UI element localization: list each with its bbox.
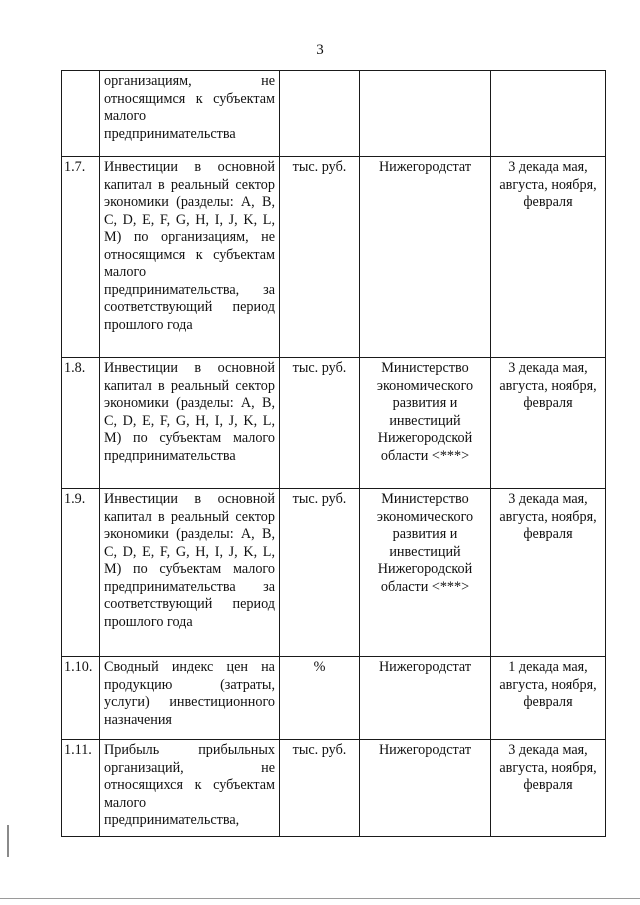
term-cell	[491, 71, 606, 157]
table-row	[62, 657, 606, 740]
page-number: 3	[316, 42, 324, 58]
indicator-name: Инвестиции в основной капитал в реальный сектор экономики (разделы: A, B, C, D, E, F, G, H, I, J, K, L, M) по субъектам малого предпринимательства	[100, 358, 280, 489]
unit-cell: тыс. руб.	[280, 740, 360, 837]
source-cell: Нижегородстат	[360, 740, 491, 837]
row-number: 1.8.	[62, 358, 100, 489]
source-cell: Министерство экономического развития и инвестиций Нижегородской области <***>	[360, 358, 491, 489]
table-row	[62, 358, 606, 489]
unit-cell: тыс. руб.	[280, 157, 360, 358]
term-cell: 3 декада мая, августа, ноября, февраля	[491, 358, 606, 489]
row-number: 1.7.	[62, 157, 100, 358]
unit-cell: тыс. руб.	[280, 358, 360, 489]
term-cell: 1 декада мая, августа, ноября, февраля	[491, 657, 606, 740]
table-row	[62, 740, 606, 837]
page-bottom-edge	[0, 898, 640, 899]
row-number: 1.9.	[62, 489, 100, 657]
source-cell: Нижегородстат	[360, 657, 491, 740]
row-number: 1.10.	[62, 657, 100, 740]
table-row	[62, 157, 606, 358]
table-row	[62, 71, 606, 157]
source-cell: Нижегородстат	[360, 157, 491, 358]
term-cell: 3 декада мая, августа, ноября, февраля	[491, 157, 606, 358]
unit-cell: тыс. руб.	[280, 489, 360, 657]
source-cell	[360, 71, 491, 157]
indicators-table	[61, 70, 606, 837]
scan-margin-mark	[7, 825, 9, 857]
row-number: 1.11.	[62, 740, 100, 837]
term-cell: 3 декада мая, августа, ноября, февраля	[491, 489, 606, 657]
indicator-name: Прибыль прибыльных организаций, не относящихся к субъектам малого предпринимательства,	[100, 740, 280, 837]
source-cell: Министерство экономического развития и инвестиций Нижегородской области <***>	[360, 489, 491, 657]
table-row	[62, 489, 606, 657]
indicator-name: Сводный индекс цен на продукцию (затраты, услуги) инвестиционного назначения	[100, 657, 280, 740]
unit-cell: %	[280, 657, 360, 740]
indicator-name: организациям, не относящимся к субъектам малого предпринимательства	[100, 71, 280, 157]
indicator-name: Инвестиции в основной капитал в реальный сектор экономики (разделы: A, B, C, D, E, F, G, H, I, J, K, L, M) по организациям, не относящимся к субъектам малого предпринимательства, за соответствующий период прошлого года	[100, 157, 280, 358]
term-cell: 3 декада мая, августа, ноября, февраля	[491, 740, 606, 837]
indicator-name: Инвестиции в основной капитал в реальный сектор экономики (разделы: A, B, C, D, E, F, G, H, I, J, K, L, M) по субъектам малого предпринимательства за соответствующий период прошлого года	[100, 489, 280, 657]
unit-cell	[280, 71, 360, 157]
row-number	[62, 71, 100, 157]
